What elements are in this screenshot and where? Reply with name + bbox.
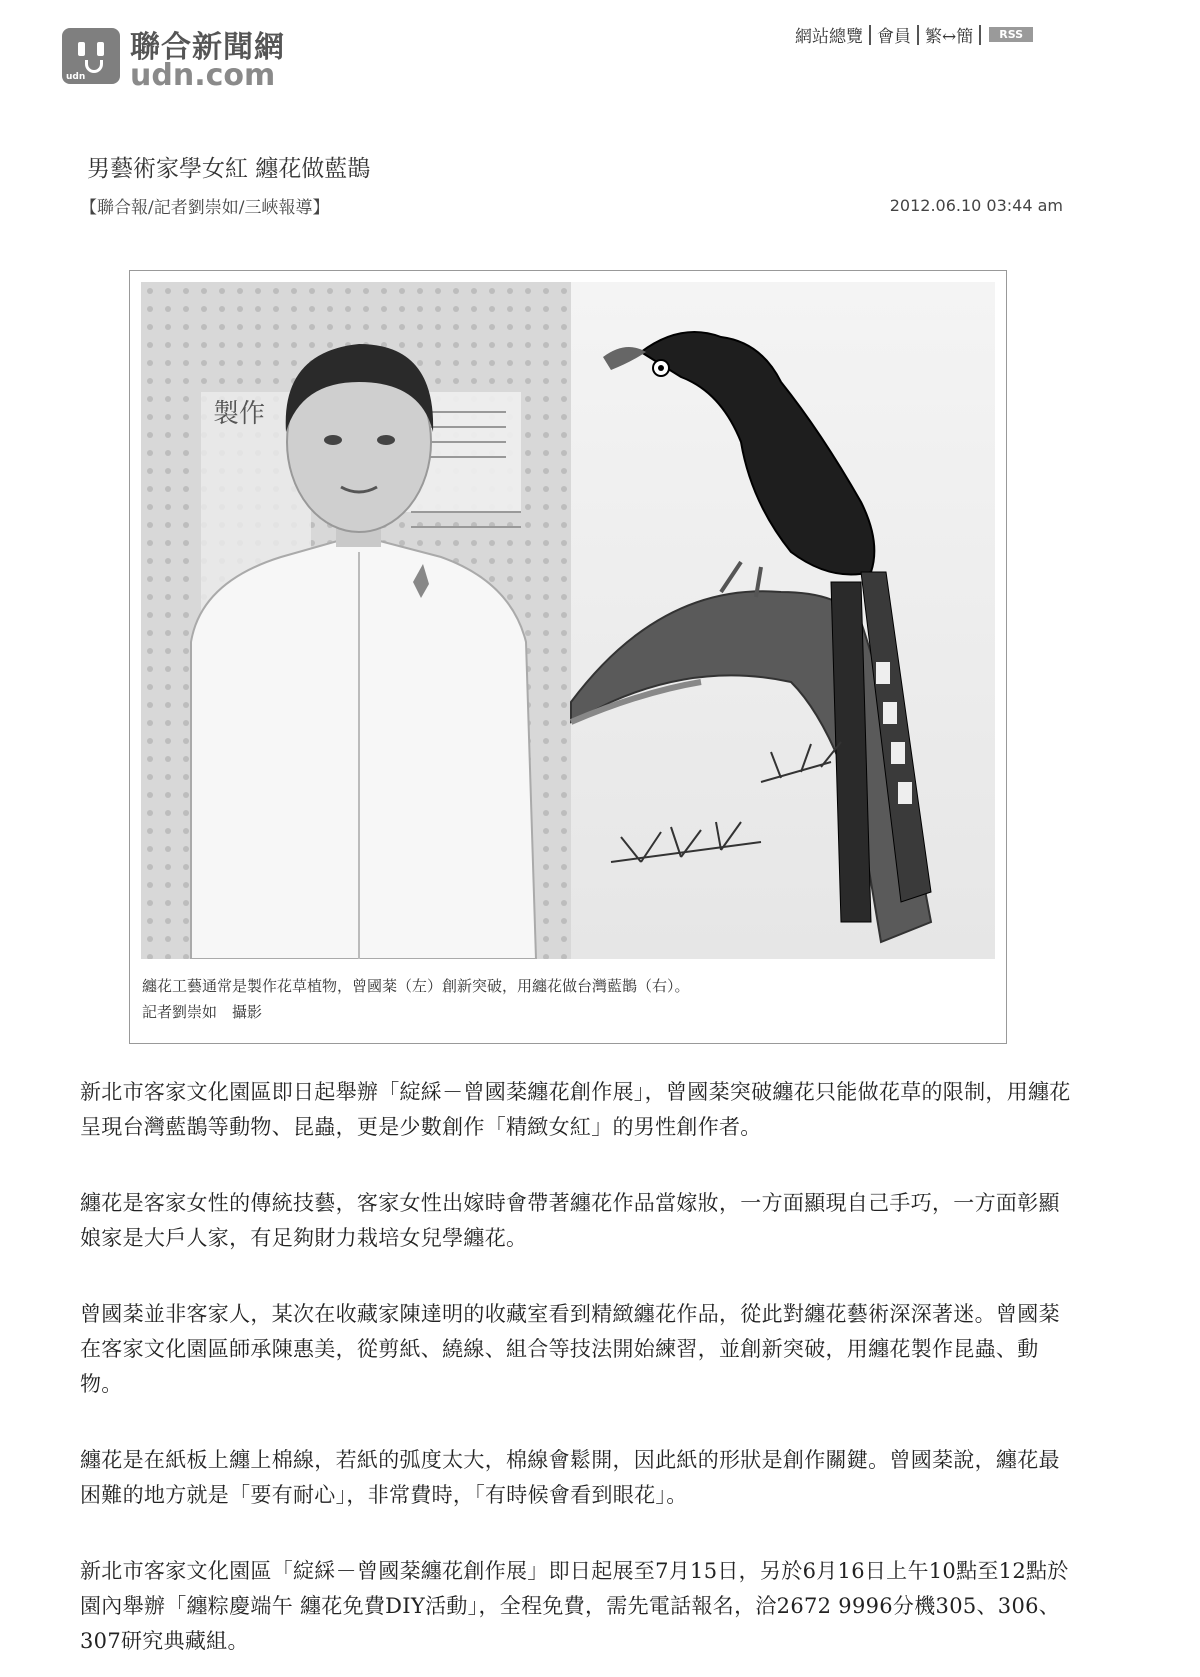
article-photo <box>141 282 995 959</box>
nav-trad-simp-toggle[interactable]: 繁↔簡 <box>925 27 974 47</box>
top-navigation <box>795 22 1033 47</box>
article-title: 男藝術家學女紅 纏花做藍鵲 <box>87 156 371 182</box>
article-photo-box <box>129 270 1007 1044</box>
logo-chinese-name: 聯合新聞網 <box>130 30 285 65</box>
rss-button[interactable]: RSS <box>989 27 1033 42</box>
nav-site-overview[interactable]: 網站總覽 <box>795 27 863 47</box>
nav-divider <box>917 25 919 45</box>
article-paragraph: 曾國棻並非客家人，某次在收藏家陳達明的收藏室看到精緻纏花作品，從此對纏花藝術深深著迷。曾國棻在客家文化園區師承陳惠美，從剪紙、繞線、組合等技法開始練習，並創新突破，用纏花製作昆蟲、動物。 <box>80 1302 1060 1396</box>
photo-caption <box>142 973 992 1025</box>
man-shirt <box>191 540 536 959</box>
nav-divider <box>979 25 981 45</box>
article-paragraph: 新北市客家文化園區即日起舉辦「綻綵－曾國棻纏花創作展」，曾國棻突破纏花只能做花草的限制，用纏花呈現台灣藍鵲等動物、昆蟲，更是少數創作「精緻女紅」的男性創作者。 <box>80 1080 1071 1139</box>
photo-illustration <box>141 282 995 959</box>
logo-domain: udn.com <box>130 58 276 93</box>
udn-plug-logo-icon: udn <box>62 28 120 84</box>
article-byline: 【聯合報/記者劉崇如/三峽報導】 <box>80 198 330 218</box>
poster-text: 製作 <box>213 399 266 429</box>
article-paragraph: 纏花是客家女性的傳統技藝，客家女性出嫁時會帶著纏花作品當嫁妝，一方面顯現自己手巧，一方面彰顯娘家是大戶人家，有足夠財力栽培女兒學纏花。 <box>80 1191 1060 1250</box>
article-paragraph: 新北市客家文化園區「綻綵－曾國棻纏花創作展」即日起展至7月15日，另於6月16日上午10點至12點於園內舉辦「纏粽慶端午 纏花免費DIY活動」，全程免費，需先電話報名，洽2672 9996分機305、306、307研究典藏組。 <box>80 1559 1069 1653</box>
caption-text: 纏花工藝通常是製作花草植物，曾國棻（左）創新突破，用纏花做台灣藍鵲（右）。 <box>142 977 690 995</box>
caption-credit: 記者劉崇如 攝影 <box>142 1003 263 1021</box>
article-paragraph: 纏花是在紙板上纏上棉線，若紙的弧度太大，棉線會鬆開，因此紙的形狀是創作關鍵。曾國棻說，纏花最困難的地方就是「要有耐心」，非常費時，「有時候會看到眼花」。 <box>80 1448 1060 1507</box>
site-logo[interactable] <box>62 22 322 92</box>
nav-divider <box>869 25 871 45</box>
article-date: 2012.06.10 03:44 am <box>889 196 1063 215</box>
nav-member[interactable]: 會員 <box>877 27 911 47</box>
